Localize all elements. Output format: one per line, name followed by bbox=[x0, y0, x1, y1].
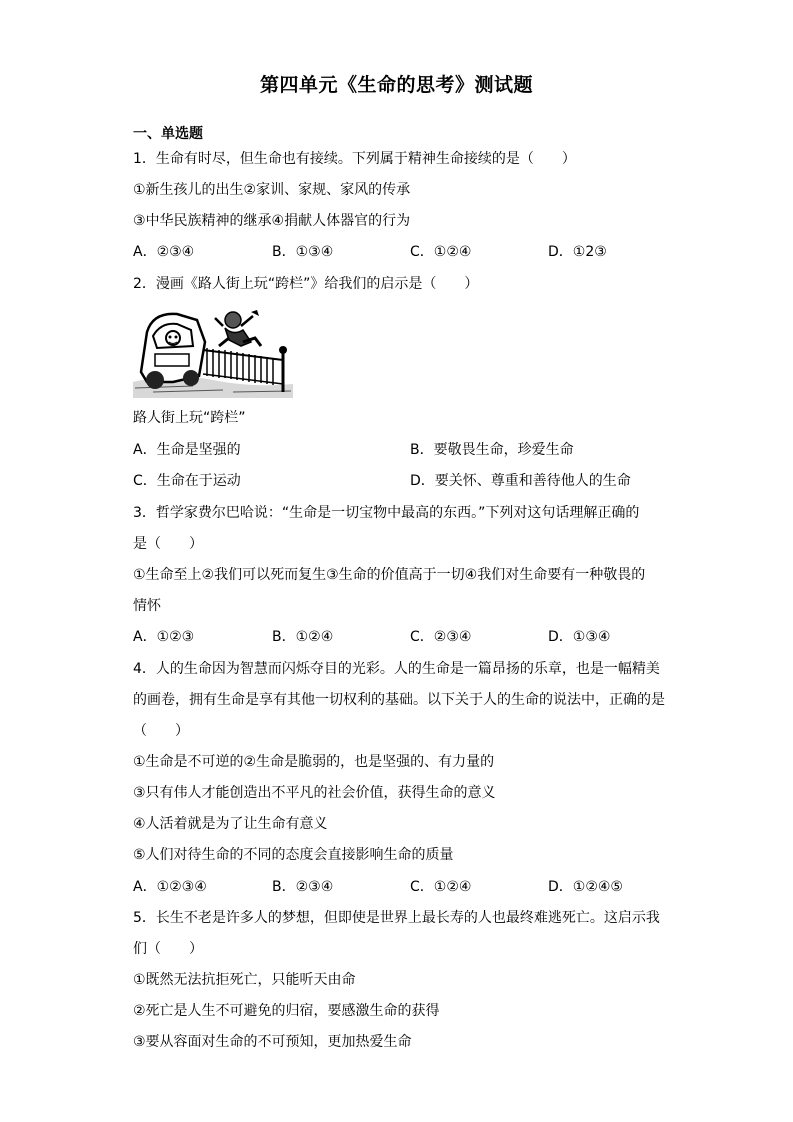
question-4-stem-cont: 的画卷，拥有生命是享有其他一切权利的基础。以下关于人的生命的说法中，正确的是 bbox=[133, 692, 665, 708]
question-2-stem: 2．漫画《路人街上玩“跨栏”》给我们的启示是（ ） bbox=[133, 276, 479, 292]
hurdle-cartoon-image bbox=[133, 302, 293, 398]
page-title: 第四单元《生命的思考》测试题 bbox=[259, 74, 533, 96]
question-3-item: ①生命至上②我们可以死而复生③生命的价值高于一切④我们对生命要有一种敬畏的 bbox=[133, 567, 646, 583]
question-1-item: ①新生孩儿的出生②家训、家规、家风的传承 bbox=[133, 182, 411, 198]
question-4-option-d[interactable]: D．①②④⑤ bbox=[548, 879, 623, 895]
question-2-option-a[interactable]: A．生命是坚强的 bbox=[133, 442, 241, 458]
question-4-option-b[interactable]: B．②③④ bbox=[272, 879, 334, 895]
question-5-item: ③要从容面对生命的不可预知，更加热爱生命 bbox=[133, 1034, 412, 1050]
question-2-option-d[interactable]: D．要关怀、尊重和善待他人的生命 bbox=[410, 473, 631, 489]
question-1-option-a[interactable]: A．②③④ bbox=[133, 244, 195, 260]
question-1-option-c[interactable]: C．①②④ bbox=[410, 244, 472, 260]
question-5-item: ②死亡是人生不可避免的归宿，要感激生命的获得 bbox=[133, 1003, 440, 1019]
question-2-option-b[interactable]: B．要敬畏生命，珍爱生命 bbox=[410, 442, 574, 458]
question-2-option-c[interactable]: C．生命在于运动 bbox=[133, 473, 241, 489]
question-4-stem-cont: （ ） bbox=[133, 723, 189, 739]
question-3-option-c[interactable]: C．②③④ bbox=[410, 629, 472, 645]
question-5-item: ①既然无法抗拒死亡，只能听天由命 bbox=[133, 972, 356, 988]
question-1-item: ③中华民族精神的继承④捐献人体器官的行为 bbox=[133, 213, 411, 229]
question-4-item: ③只有伟人才能创造出不平凡的社会价值，获得生命的意义 bbox=[133, 785, 496, 801]
question-5-stem: 5．长生不老是许多人的梦想，但即使是世界上最长寿的人也最终难逃死亡。这启示我 bbox=[133, 910, 660, 926]
question-3-item: 情怀 bbox=[133, 598, 161, 614]
question-1-option-d[interactable]: D．①2③ bbox=[548, 244, 607, 260]
question-4-stem: 4．人的生命因为智慧而闪烁夺目的光彩。人的生命是一篇昂扬的乐章，也是一幅精美 bbox=[133, 661, 660, 677]
question-3-option-d[interactable]: D．①③④ bbox=[548, 629, 611, 645]
question-3-option-a[interactable]: A．①②③ bbox=[133, 629, 195, 645]
question-5-stem-cont: 们（ ） bbox=[133, 941, 203, 957]
question-4-option-a[interactable]: A．①②③④ bbox=[133, 879, 207, 895]
question-3-stem-cont: 是（ ） bbox=[133, 536, 203, 552]
question-3-stem: 3．哲学家费尔巴哈说：“生命是一切宝物中最高的东西。”下列对这句话理解正确的 bbox=[133, 505, 640, 521]
question-3-option-b[interactable]: B．①②④ bbox=[272, 629, 334, 645]
question-4-item: ⑤人们对待生命的不同的态度会直接影响生命的质量 bbox=[133, 847, 454, 863]
question-1-stem: 1．生命有时尽，但生命也有接续。下列属于精神生命接续的是（ ） bbox=[133, 151, 576, 167]
question-4-item: ④人活着就是为了让生命有意义 bbox=[133, 816, 328, 832]
cartoon-caption: 路人街上玩“跨栏” bbox=[133, 410, 246, 426]
section-heading: 一、单选题 bbox=[133, 126, 203, 142]
question-4-option-c[interactable]: C．①②④ bbox=[410, 879, 472, 895]
question-1-option-b[interactable]: B．①③④ bbox=[272, 244, 334, 260]
question-4-item: ①生命是不可逆的②生命是脆弱的，也是坚强的、有力量的 bbox=[133, 754, 495, 770]
